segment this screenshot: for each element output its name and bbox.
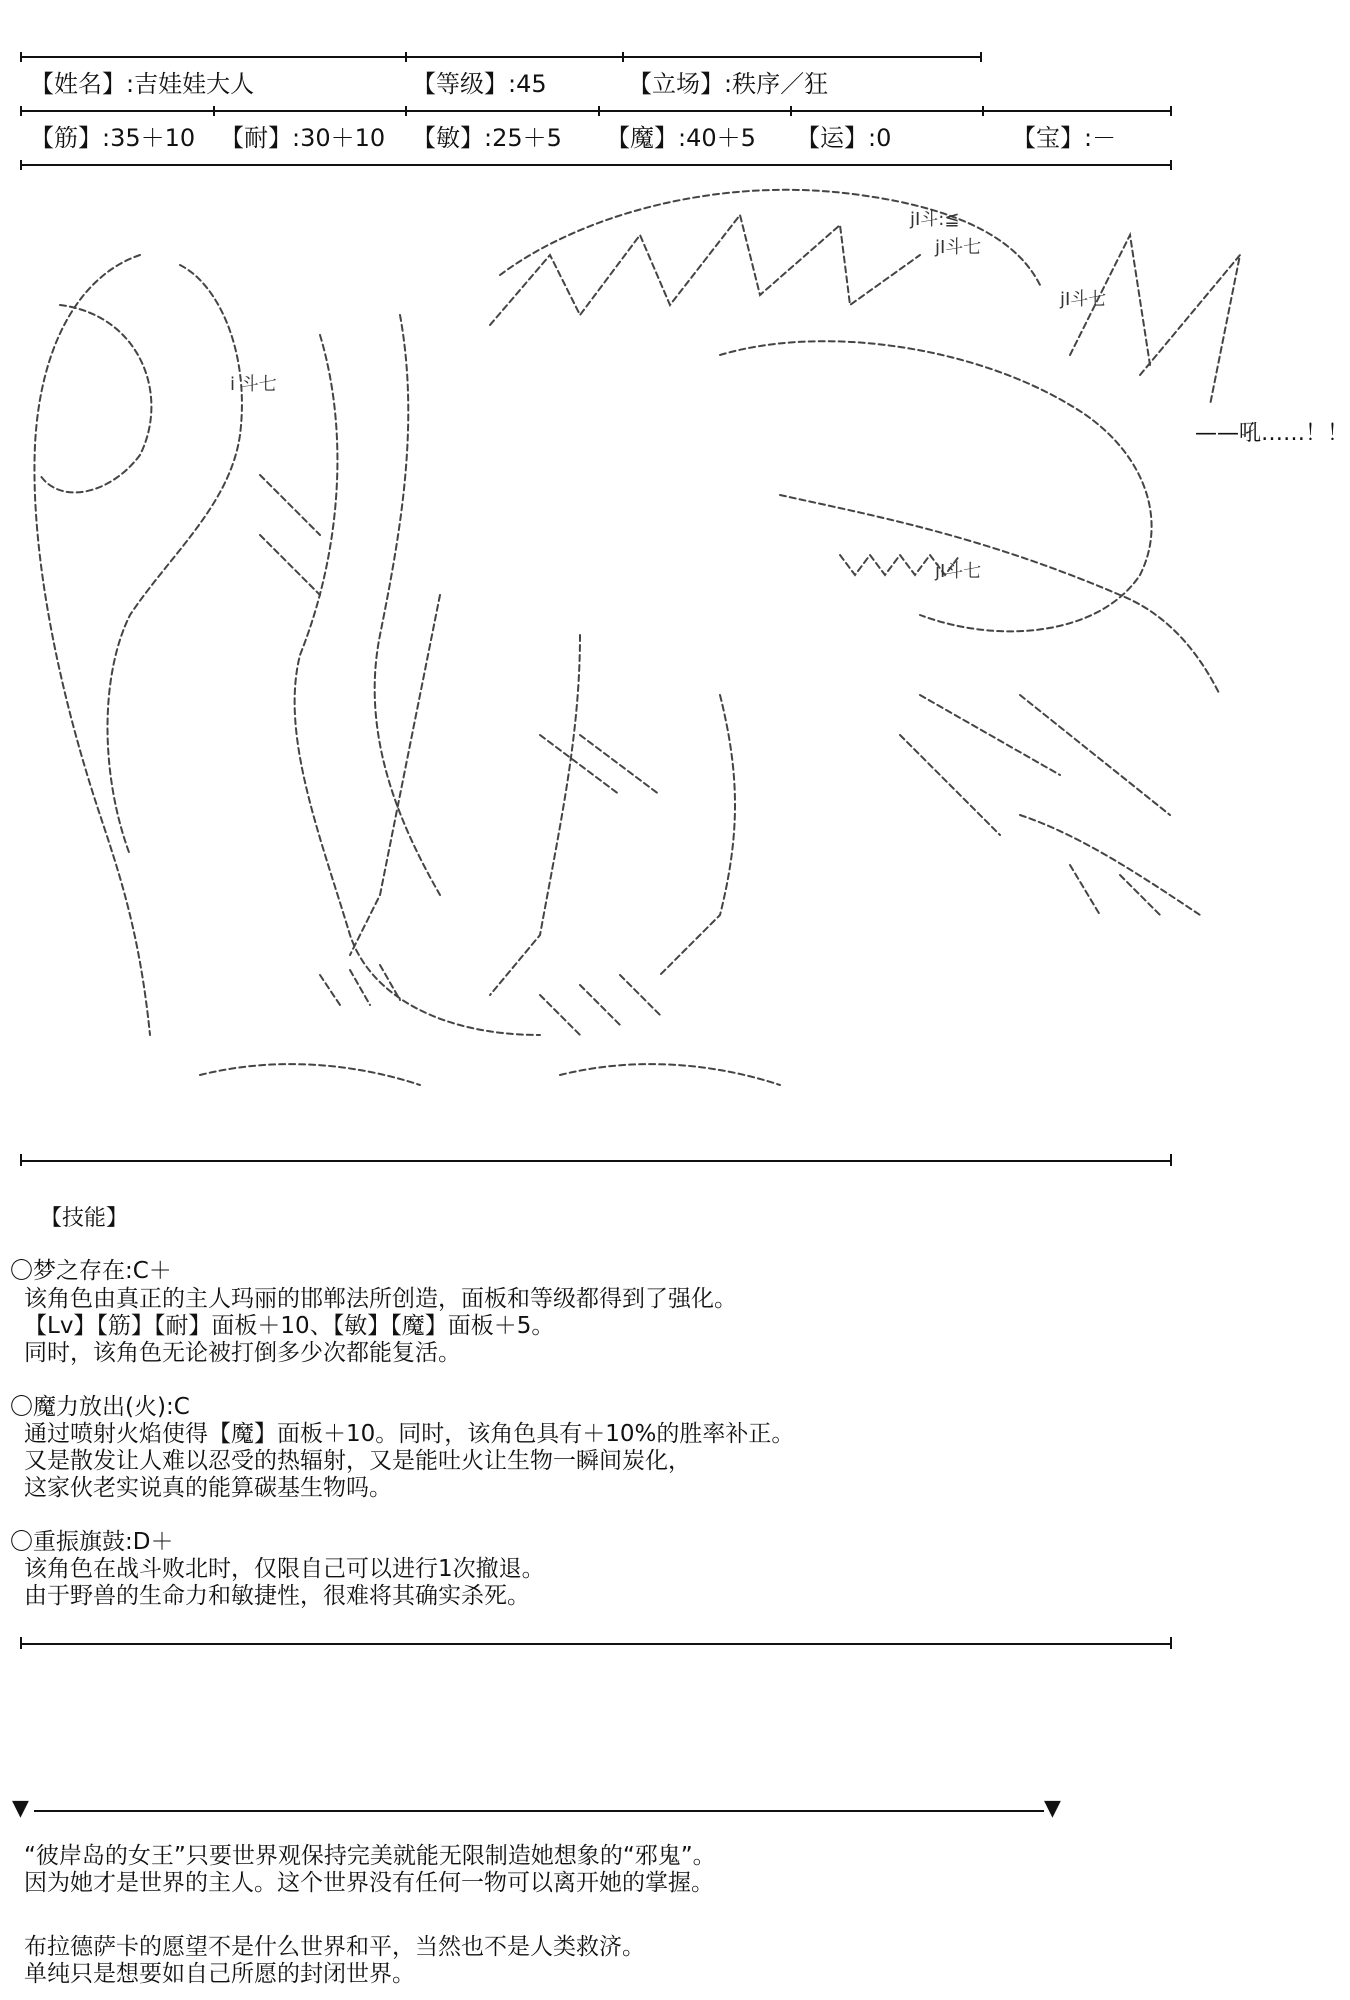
stat-str: 【筋】:35＋10: [30, 124, 196, 152]
table-tick: [20, 160, 22, 170]
narration-line: 因为她才是世界的主人。这个世界没有任何一物可以离开她的掌握。: [24, 1870, 714, 1896]
table-tick: [1170, 1154, 1172, 1166]
stat-name: 【姓名】:吉娃娃大人: [30, 70, 255, 98]
jaw-line: [780, 495, 1220, 695]
skill3-line: 该角色在战斗败北时，仅限自己可以进行1次撤退。: [24, 1556, 545, 1582]
down-triangle-icon: ▼: [12, 1796, 29, 1821]
art-label-sign2: jI斗七: [935, 237, 982, 258]
down-triangle-icon: ▼: [1044, 1796, 1061, 1821]
tail-outline: [34, 255, 150, 1035]
table-mid-rule: [20, 110, 1172, 112]
chihuahua-monster-illustration: [20, 175, 1350, 1160]
table-tick: [598, 106, 600, 116]
art-label-sign1: jI斗:≦: [910, 209, 960, 230]
table-tick: [20, 1637, 22, 1649]
stat-luck: 【运】:0: [796, 124, 892, 152]
skill1-title: 〇梦之存在:C＋: [10, 1258, 172, 1284]
body-line: [375, 315, 440, 895]
leg-front-left: [350, 595, 440, 955]
leg-front-right: [490, 635, 580, 995]
table-tick: [1170, 1637, 1172, 1649]
stat-alignment: 【立场】:秩序／狂: [628, 70, 829, 98]
skill1-line: 【Lv】【筋】【耐】面板＋10、【敏】【魔】面板＋5。: [24, 1313, 555, 1339]
table-tick: [790, 106, 792, 116]
stat-agi: 【敏】:25＋5: [412, 124, 562, 152]
body-outline: [295, 335, 540, 1035]
leg-rear: [660, 695, 735, 975]
narration-divider: [34, 1810, 1044, 1812]
hind-paw: [1020, 815, 1200, 915]
table-tick: [1170, 160, 1172, 170]
table-tick: [405, 52, 407, 62]
table-tick: [20, 52, 22, 62]
head-outline: [720, 341, 1152, 631]
skills-bottom-rule: [20, 1643, 1172, 1645]
stat-treasure: 【宝】:－: [1012, 124, 1117, 152]
table-tick: [20, 106, 22, 116]
skill3-title: 〇重振旗鼓:D＋: [10, 1529, 174, 1555]
stat-mag: 【魔】:40＋5: [606, 124, 756, 152]
skill2-line: 这家伙老实说真的能算碳基生物吗。: [24, 1475, 392, 1501]
table-top-rule: [20, 56, 982, 58]
table-bottom-rule: [20, 164, 1172, 166]
skill3-line: 由于野兽的生命力和敏捷性，很难将其确实杀死。: [24, 1583, 530, 1609]
table-tick: [982, 106, 984, 116]
claws: [320, 965, 660, 1035]
skill1-line: 同时，该角色无论被打倒多少次都能复活。: [24, 1340, 461, 1366]
skill2-line: 又是散发让人难以忍受的热辐射，又是能吐火让生物一瞬间炭化，: [24, 1448, 691, 1474]
table-tick: [405, 106, 407, 116]
narration-line: 布拉德萨卡的愿望不是什么世界和平，当然也不是人类救济。: [24, 1934, 645, 1960]
fur-lines: [260, 475, 1170, 835]
skill1-line: 该角色由真正的主人玛丽的邯郸法所创造，面板和等级都得到了强化。: [24, 1286, 737, 1312]
table-tick: [622, 52, 624, 62]
base-lines: [200, 1064, 780, 1085]
art-label-sign4: jI斗七: [935, 561, 982, 582]
table-tick: [20, 1154, 22, 1166]
mane-spikes: [490, 215, 920, 325]
table-tick: [1170, 106, 1172, 116]
table-tick: [213, 106, 215, 116]
narration-line: 单纯只是想要如自己所愿的封闭世界。: [24, 1961, 415, 1987]
skill2-line: 通过喷射火焰使得【魔】面板＋10。同时，该角色具有＋10%的胜率补正。: [24, 1421, 795, 1447]
narration-line: “彼岸岛的女王”只要世界观保持完美就能无限制造她想象的“邪鬼”。: [24, 1843, 716, 1869]
art-label-sign3: jI斗七: [1060, 289, 1107, 310]
skills-heading: 【技能】: [40, 1206, 129, 1231]
stat-con: 【耐】:30＋10: [220, 124, 386, 152]
art-bottom-rule: [20, 1160, 1172, 1162]
skill2-title: 〇魔力放出(火):C: [10, 1394, 190, 1420]
table-tick: [980, 52, 982, 62]
tail-inner: [108, 265, 242, 855]
art-label-left: i 斗七: [230, 374, 277, 395]
tail-curl: [40, 305, 151, 492]
stat-level: 【等级】:45: [412, 70, 547, 98]
ear-right: [1140, 255, 1240, 405]
roar-text: ——吼……！！: [1195, 421, 1350, 446]
